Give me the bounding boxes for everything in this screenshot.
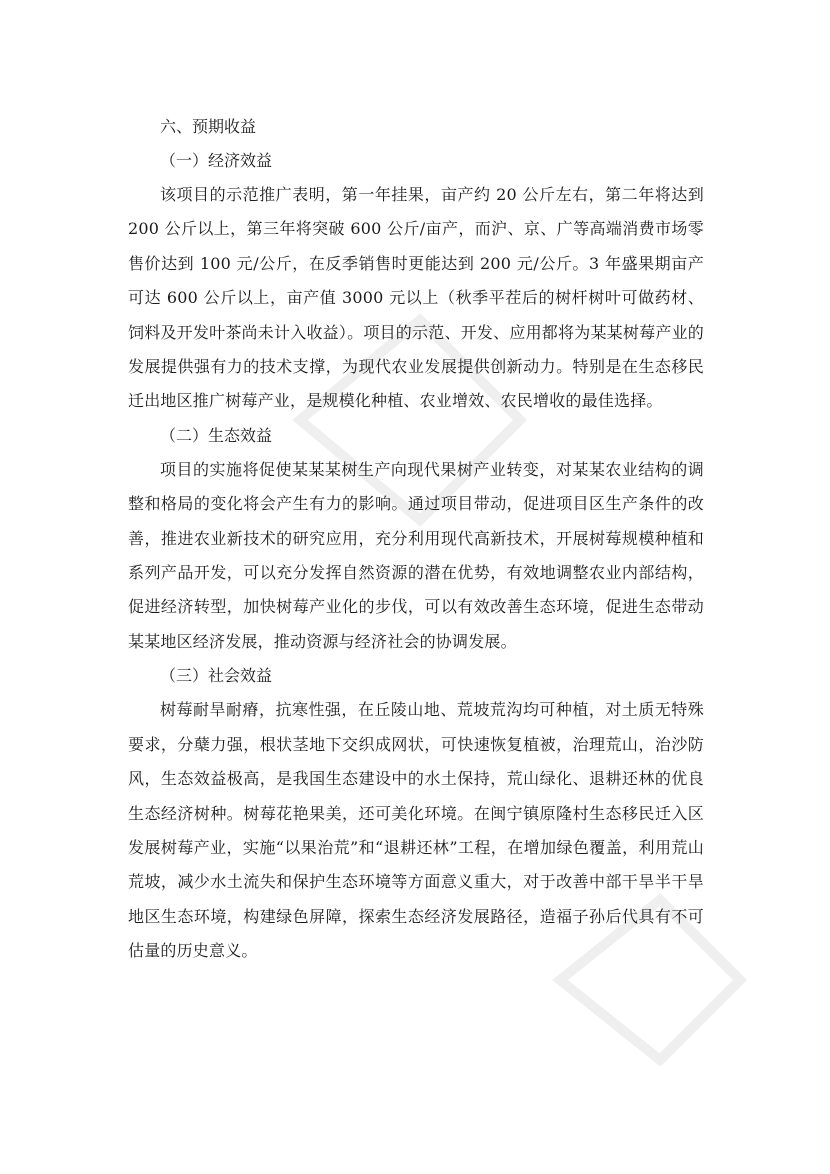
ecological-benefit-paragraph: 项目的实施将促使某某某树生产向现代果树产业转变，对某某农业结构的调整和格局的变化将会产生有力的影响。通过项目带动，促进项目区生产条件的改善，推进农业新技术的研究应用，充分利用现代高新技术，开展树莓规模种植和系列产品开发，可以充分发挥自然资源的潜在优势，有效地调整农业内部结构，促进经济转型，加快树莓产业化的步伐，可以有效改善生态环境，促进生态带动某某地区经济发展，推动资源与经济社会的协调发展。 (128, 459, 704, 651)
social-benefit-title: （三）社会效益 (160, 666, 273, 686)
economic-benefit-title: （一）经济效益 (160, 151, 273, 170)
ecological-benefit-title: （二）生态效益 (160, 425, 273, 445)
document-body (128, 110, 704, 969)
social-benefit-paragraph: 树莓耐旱耐瘠，抗寒性强，在丘陵山地、荒坡荒沟均可种植，对土质无特殊要求，分蘖力强，根状茎地下交织成网状，可快速恢复植被，治理荒山，治沙防风，生态效益极高，是我国生态建设中的水土保持，荒山绿化、退耕还林的优良生态经济树种。树莓花艳果美，还可美化环境。在闽宁镇原隆村生态移民迁入区发展树莓产业，实施“以果治荒”和“退耕还林”工程，在增加绿色覆盖，利用荒山荒坡，减少水土流失和保护生态环境等方面意义重大，对于改善中部干旱半干旱地区生态环境，构建绿色屏障，探索生态经济发展路径，造福子孙后代具有不可估量的历史意义。 (128, 700, 704, 961)
economic-benefit-paragraph: 该项目的示范推广表明，第一年挂果，亩产约 20 公斤左右，第二年将达到 200 公斤以上，第三年将突破 600 公斤/亩产，而沪、京、广等高端消费市场零售价达到 100 元/公斤，在反季销售时更能达到 200 元/公斤。3 年盛果期亩产可达 600 公斤以上，亩产值 3000 元以上（秋季平茬后的树杆树叶可做药材、饲料及开发叶茶尚未计入收益）。项目的示范、开发、应用都将为某某树莓产业的发展提供强有力的技术支撑，为现代农业发展提供创新动力。特别是在生态移民迁出地区推广树莓产业，是规模化种植、农业增效、农民增收的最佳选择。 (128, 185, 704, 411)
section-title: 六、预期收益 (160, 117, 257, 136)
